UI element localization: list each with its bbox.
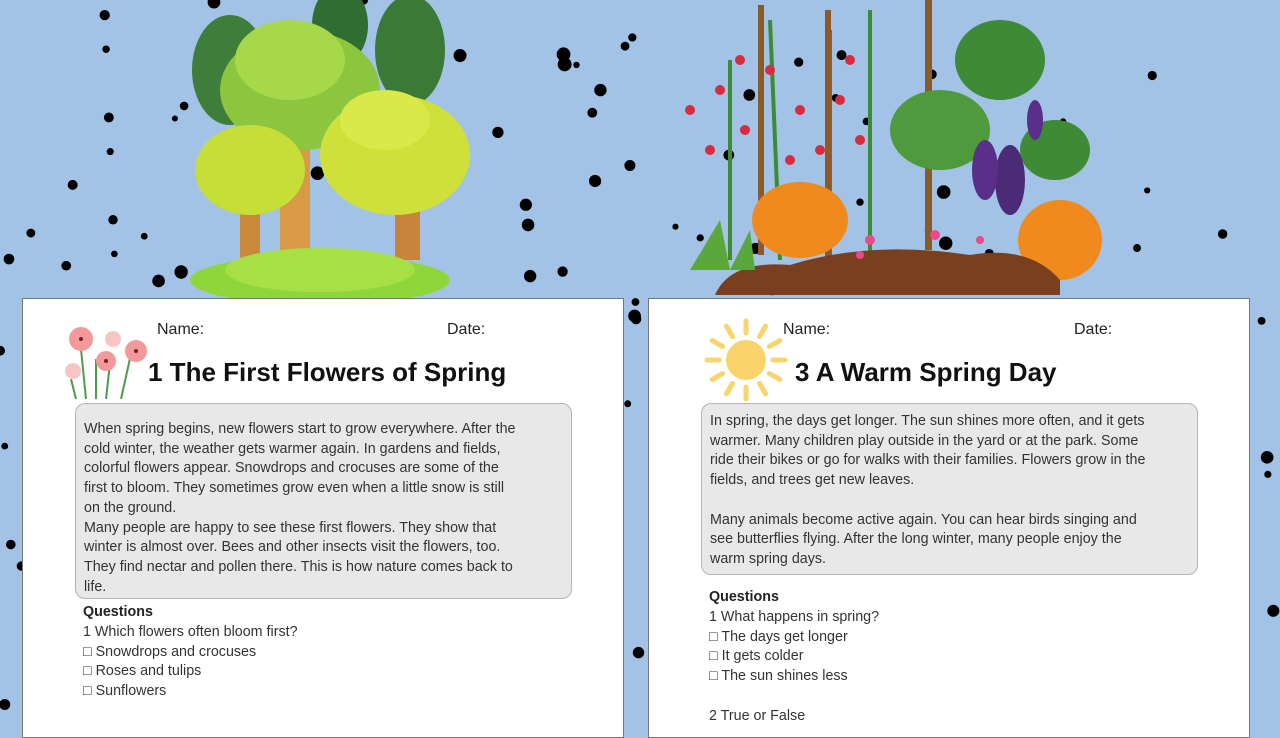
worksheet-title: 1 The First Flowers of Spring bbox=[148, 357, 507, 387]
question-text: 2 True or False bbox=[709, 707, 806, 724]
question-text: 1 Which flowers often bloom first? bbox=[83, 623, 298, 640]
answer-option-checkbox[interactable]: □ Snowdrops and crocuses bbox=[83, 643, 257, 660]
passage-line: warmer. Many children play outside in the yard or at the park. Some bbox=[710, 432, 1139, 449]
passage-line: see butterflies flying. After the long winter, many people enjoy the bbox=[710, 531, 1122, 548]
passage-line: life. bbox=[84, 578, 107, 595]
reading-passage bbox=[75, 403, 572, 599]
questions-heading: Questions bbox=[709, 589, 779, 605]
passage-line: When spring begins, new flowers start to grow everywhere. After the bbox=[84, 421, 516, 437]
questions-section bbox=[83, 603, 298, 702]
passage-line bbox=[710, 491, 1189, 511]
answer-option-checkbox[interactable]: □ Roses and tulips bbox=[83, 663, 202, 680]
vegetable-garden-illustration bbox=[670, 0, 1140, 305]
trees-illustration bbox=[170, 0, 480, 305]
name-label: Name: bbox=[157, 321, 205, 338]
passage-line: They find nectar and pollen there. This is how nature comes back to bbox=[84, 558, 513, 575]
reading-passage bbox=[701, 403, 1198, 575]
date-label: Date: bbox=[447, 321, 486, 338]
passage-line: colorful flowers appear. Snowdrops and crocuses are some of the bbox=[84, 460, 499, 477]
passage-line: Many people are happy to see these first flowers. They show that bbox=[84, 519, 497, 536]
answer-option-checkbox[interactable]: □ It gets colder bbox=[709, 648, 804, 665]
worksheet-title: 3 A Warm Spring Day bbox=[795, 357, 1057, 387]
passage-line: In spring, the days get longer. The sun shines more often, and it gets bbox=[710, 413, 1145, 429]
answer-option-checkbox[interactable]: □ The days get longer bbox=[709, 628, 848, 645]
passage-line: ride their bikes or go for walks with their families. Flowers grow in the bbox=[710, 452, 1146, 469]
questions-heading: Questions bbox=[83, 604, 153, 620]
passage-line: Many animals become active again. You can hear birds singing and bbox=[710, 511, 1137, 528]
sun-icon bbox=[703, 317, 789, 403]
question-text: 1 What happens in spring? bbox=[709, 608, 880, 625]
passage-line: winter is almost over. Bees and other insects visit the flowers, too. bbox=[84, 539, 501, 556]
questions-section bbox=[709, 588, 879, 727]
passage-line: cold winter, the weather gets warmer again. In gardens and fields, bbox=[84, 440, 501, 457]
worksheet-first-flowers-of-spring bbox=[22, 298, 624, 738]
worksheet-warm-spring-day bbox=[648, 298, 1250, 738]
passage-line: on the ground. bbox=[84, 499, 177, 516]
passage-line: first to bloom. They sometimes grow even when a little snow is still bbox=[84, 480, 505, 497]
answer-option-checkbox[interactable]: □ Sunflowers bbox=[83, 683, 167, 700]
answer-option-checkbox[interactable]: □ The sun shines less bbox=[709, 668, 848, 685]
name-label: Name: bbox=[783, 321, 831, 338]
flowers-icon bbox=[61, 319, 155, 403]
question-text bbox=[709, 687, 879, 707]
date-label: Date: bbox=[1074, 321, 1113, 338]
passage-line: warm spring days. bbox=[710, 550, 827, 567]
passage-line: fields, and trees get new leaves. bbox=[710, 472, 915, 489]
